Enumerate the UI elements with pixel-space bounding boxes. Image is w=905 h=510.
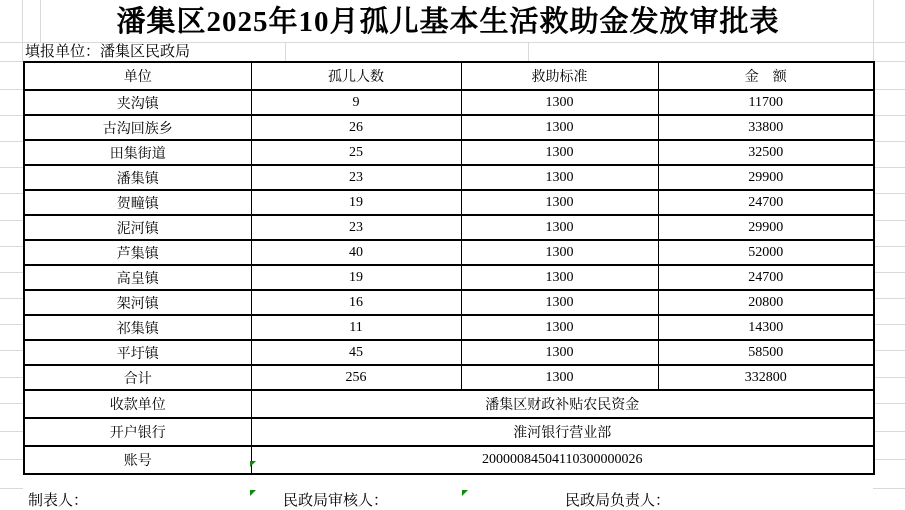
unit-cell[interactable]: 祁集镇 (24, 315, 251, 340)
standard-cell[interactable]: 1300 (461, 115, 658, 140)
footer-label-cell[interactable]: 收款单位 (24, 390, 251, 418)
amount-cell[interactable]: 11700 (658, 90, 874, 115)
standard-cell[interactable]: 1300 (461, 290, 658, 315)
gridline (873, 431, 905, 432)
count-cell[interactable]: 40 (251, 240, 461, 265)
header-standard[interactable]: 救助标准 (461, 62, 658, 90)
unit-cell[interactable]: 高皇镇 (24, 265, 251, 290)
unit-cell[interactable]: 古沟回族乡 (24, 115, 251, 140)
amount-cell[interactable]: 58500 (658, 340, 874, 365)
page-title[interactable]: 潘集区2025年10月孤儿基本生活救助金发放审批表 (116, 6, 780, 38)
standard-cell[interactable]: 1300 (461, 190, 658, 215)
footer-label-cell[interactable]: 账号 (24, 446, 251, 474)
gridline (0, 272, 23, 273)
gridline (0, 89, 23, 90)
count-cell[interactable]: 16 (251, 290, 461, 315)
approver-label[interactable]: 民政局负责人： (565, 493, 671, 509)
gridline (873, 167, 905, 168)
count-cell[interactable]: 9 (251, 90, 461, 115)
amount-cell[interactable]: 14300 (658, 315, 874, 340)
footer-value-cell[interactable]: 潘集区财政补贴农民资金 (251, 390, 874, 418)
header-amount[interactable]: 金 额 (658, 62, 874, 90)
gridline (873, 220, 905, 221)
gridline (0, 193, 23, 194)
count-cell[interactable]: 25 (251, 140, 461, 165)
footer-label-cell[interactable]: 开户银行 (24, 418, 251, 446)
standard-cell[interactable]: 1300 (461, 365, 658, 390)
standard-cell[interactable]: 1300 (461, 165, 658, 190)
gridline (0, 298, 23, 299)
standard-cell[interactable]: 1300 (461, 340, 658, 365)
error-indicator-triangle (250, 461, 256, 467)
count-cell[interactable]: 26 (251, 115, 461, 140)
count-cell[interactable]: 23 (251, 215, 461, 240)
gridline (873, 246, 905, 247)
table-row (24, 140, 874, 165)
unit-cell[interactable]: 田集街道 (24, 140, 251, 165)
unit-cell[interactable]: 潘集镇 (24, 165, 251, 190)
total-row (24, 365, 874, 390)
standard-cell[interactable]: 1300 (461, 315, 658, 340)
amount-cell[interactable]: 32500 (658, 140, 874, 165)
table-row (24, 265, 874, 290)
standard-cell[interactable]: 1300 (461, 265, 658, 290)
gridline (873, 403, 905, 404)
gridline (0, 350, 23, 351)
gridline (0, 459, 23, 460)
standard-cell[interactable]: 1300 (461, 140, 658, 165)
unit-cell[interactable]: 泥河镇 (24, 215, 251, 240)
header-unit[interactable]: 单位 (24, 62, 251, 90)
error-indicator-triangle (462, 490, 468, 496)
header-row (24, 62, 874, 90)
amount-cell[interactable]: 20800 (658, 290, 874, 315)
gridline (873, 115, 905, 116)
approval-table (23, 61, 875, 475)
gridline (0, 61, 23, 62)
unit-cell[interactable]: 合计 (24, 365, 251, 390)
count-cell[interactable]: 23 (251, 165, 461, 190)
gridline (873, 459, 905, 460)
gridline (0, 141, 23, 142)
gridline (0, 431, 23, 432)
gridline (873, 193, 905, 194)
footer-row (24, 418, 874, 446)
footer-row (24, 390, 874, 418)
gridline (873, 61, 905, 62)
amount-cell[interactable]: 52000 (658, 240, 874, 265)
footer-value-cell[interactable]: 20000084504110300000026 (251, 446, 874, 474)
gridline (0, 403, 23, 404)
amount-cell[interactable]: 24700 (658, 265, 874, 290)
table-row (24, 115, 874, 140)
gridline (0, 324, 23, 325)
table-row (24, 90, 874, 115)
footer-value-cell[interactable]: 淮河银行营业部 (251, 418, 874, 446)
table-row (24, 240, 874, 265)
gridline (873, 89, 905, 90)
gridline (528, 42, 529, 61)
count-cell[interactable]: 256 (251, 365, 461, 390)
amount-cell[interactable]: 29900 (658, 165, 874, 190)
unit-cell[interactable]: 芦集镇 (24, 240, 251, 265)
standard-cell[interactable]: 1300 (461, 215, 658, 240)
table-row (24, 215, 874, 240)
standard-cell[interactable]: 1300 (461, 90, 658, 115)
header-count[interactable]: 孤儿人数 (251, 62, 461, 90)
reviewer-label[interactable]: 民政局审核人： (283, 493, 389, 509)
unit-cell[interactable]: 贺疃镇 (24, 190, 251, 215)
standard-cell[interactable]: 1300 (461, 240, 658, 265)
unit-cell[interactable]: 夹沟镇 (24, 90, 251, 115)
gridline (0, 220, 23, 221)
reporting-unit-cell[interactable]: 填报单位：潘集区民政局 (25, 44, 191, 60)
table-row (24, 190, 874, 215)
gridline (873, 272, 905, 273)
gridline (0, 115, 23, 116)
footer-row (24, 446, 874, 474)
amount-cell[interactable]: 33800 (658, 115, 874, 140)
table-row (24, 290, 874, 315)
gridline (873, 298, 905, 299)
count-cell[interactable]: 11 (251, 315, 461, 340)
table-row (24, 165, 874, 190)
count-cell[interactable]: 19 (251, 190, 461, 215)
gridline (0, 167, 23, 168)
count-cell[interactable]: 45 (251, 340, 461, 365)
gridline (873, 350, 905, 351)
gridline (0, 246, 23, 247)
table-row (24, 315, 874, 340)
count-cell[interactable]: 19 (251, 265, 461, 290)
signature-row (0, 489, 905, 509)
gridline (873, 141, 905, 142)
error-indicator-triangle (250, 490, 256, 496)
gridline (873, 324, 905, 325)
amount-cell[interactable]: 332800 (658, 365, 874, 390)
amount-cell[interactable]: 29900 (658, 215, 874, 240)
unit-cell[interactable]: 架河镇 (24, 290, 251, 315)
table-row (24, 340, 874, 365)
amount-cell[interactable]: 24700 (658, 190, 874, 215)
unit-cell[interactable]: 平圩镇 (24, 340, 251, 365)
gridline (873, 377, 905, 378)
gridline (873, 0, 874, 61)
gridline (0, 377, 23, 378)
preparer-label[interactable]: 制表人： (28, 493, 89, 509)
gridline (285, 42, 286, 61)
